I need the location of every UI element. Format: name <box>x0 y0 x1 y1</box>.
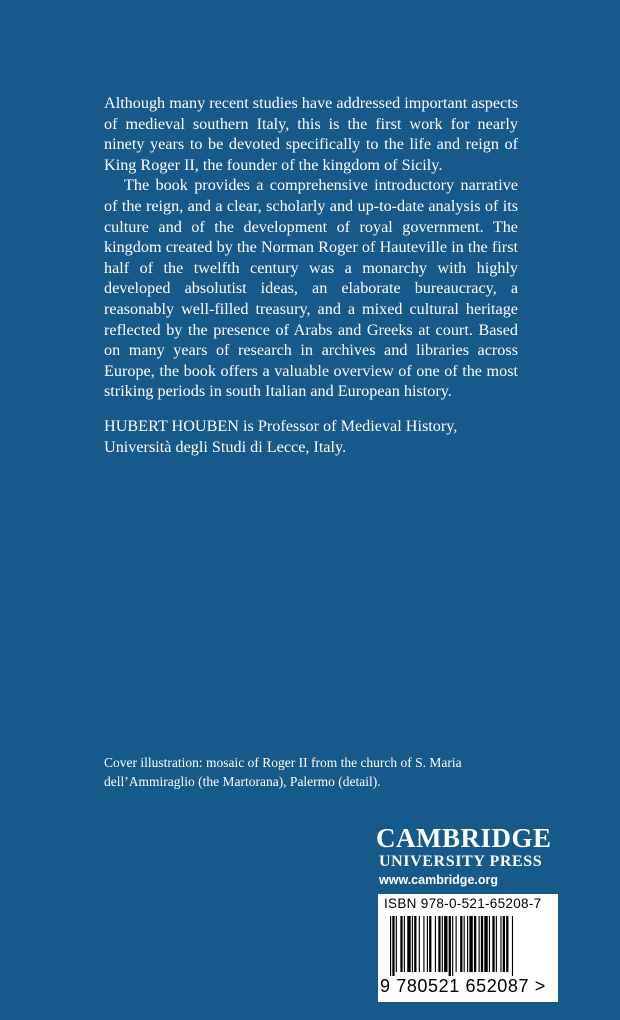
author-bio: HUBERT HOUBEN is Professor of Medieval History, Università degli Studi di Lecce, Italy. <box>104 416 458 456</box>
barcode-bar <box>414 916 416 972</box>
barcode-bar <box>500 916 501 972</box>
barcode-bar <box>506 916 508 972</box>
publisher-name: CAMBRIDGE <box>376 823 552 853</box>
barcode-bar <box>474 916 476 972</box>
barcode-bar <box>392 916 394 976</box>
barcode-bar <box>429 916 431 972</box>
barcode-bar <box>492 916 494 972</box>
isbn-text: ISBN 978-0-521-65208-7 <box>384 896 542 911</box>
barcode-bar <box>400 916 402 972</box>
barcode-bar <box>460 916 462 972</box>
barcode-bar <box>467 916 468 972</box>
barcode-bar <box>503 916 505 972</box>
barcode-bar <box>444 916 447 972</box>
barcode-bar <box>481 916 483 972</box>
barcode-bar <box>452 916 453 976</box>
publisher-logo <box>376 823 556 889</box>
barcode-bar <box>484 916 487 972</box>
barcode-bar <box>412 916 413 972</box>
barcode-bar <box>404 916 405 972</box>
barcode-bar <box>423 916 424 972</box>
barcode-bar <box>390 916 391 976</box>
barcode-bar <box>479 916 480 972</box>
blurb-paragraph-1: Although many recent studies have addressed important aspects of medieval southern Italy, this is the first work for nearly ninety years to be devoted specifically to the life and reign of King Roger II, the founder of the kingdom of Sicily. <box>104 94 519 174</box>
barcode-bar <box>449 916 451 976</box>
barcode-bar <box>419 916 420 972</box>
publisher-url: www.cambridge.org <box>379 873 499 887</box>
back-cover-blurb <box>104 93 518 457</box>
barcode-bar <box>512 916 513 976</box>
cover-illustration-caption: Cover illustration: mosaic of Roger II from the church of S. Maria dell’Ammiraglio (the Martorana), Palermo (detail). <box>104 755 462 789</box>
barcode-bars <box>384 916 552 976</box>
barcode-bar <box>396 916 397 972</box>
barcode-bar <box>407 916 410 972</box>
barcode-bar <box>456 916 457 972</box>
barcode-bar <box>435 916 436 972</box>
barcode-bar <box>427 916 428 972</box>
isbn-barcode-panel <box>378 894 558 1002</box>
barcode-bar <box>469 916 472 972</box>
publisher-subname: UNIVERSITY PRESS <box>379 853 543 870</box>
barcode-bar <box>442 916 443 972</box>
barcode-bar <box>496 916 497 972</box>
barcode-digits: 9 780521 652087 > <box>380 976 546 996</box>
barcode-bar <box>464 916 465 972</box>
barcode-bar <box>438 916 440 972</box>
barcode-bar <box>489 916 490 972</box>
blurb-paragraph-2: The book provides a comprehensive introductory narrative of the reign, and a clear, scholarly and up-to-date analysis of its culture and of the development of royal government. The kingdom created by the Norman Roger of Hauteville in the first half of the twelfth century was a monarchy with highly developed absolutist ideas, an elaborate bureaucracy, a reasonably well-filled treasury, and a mixed cultural heritage reflected by the presence of Arabs and Greeks at court. Based on many years of research in archives and libraries across Europe, the book offers a valuable overview of one of the most striking periods in south Italian and European history. <box>104 176 518 401</box>
